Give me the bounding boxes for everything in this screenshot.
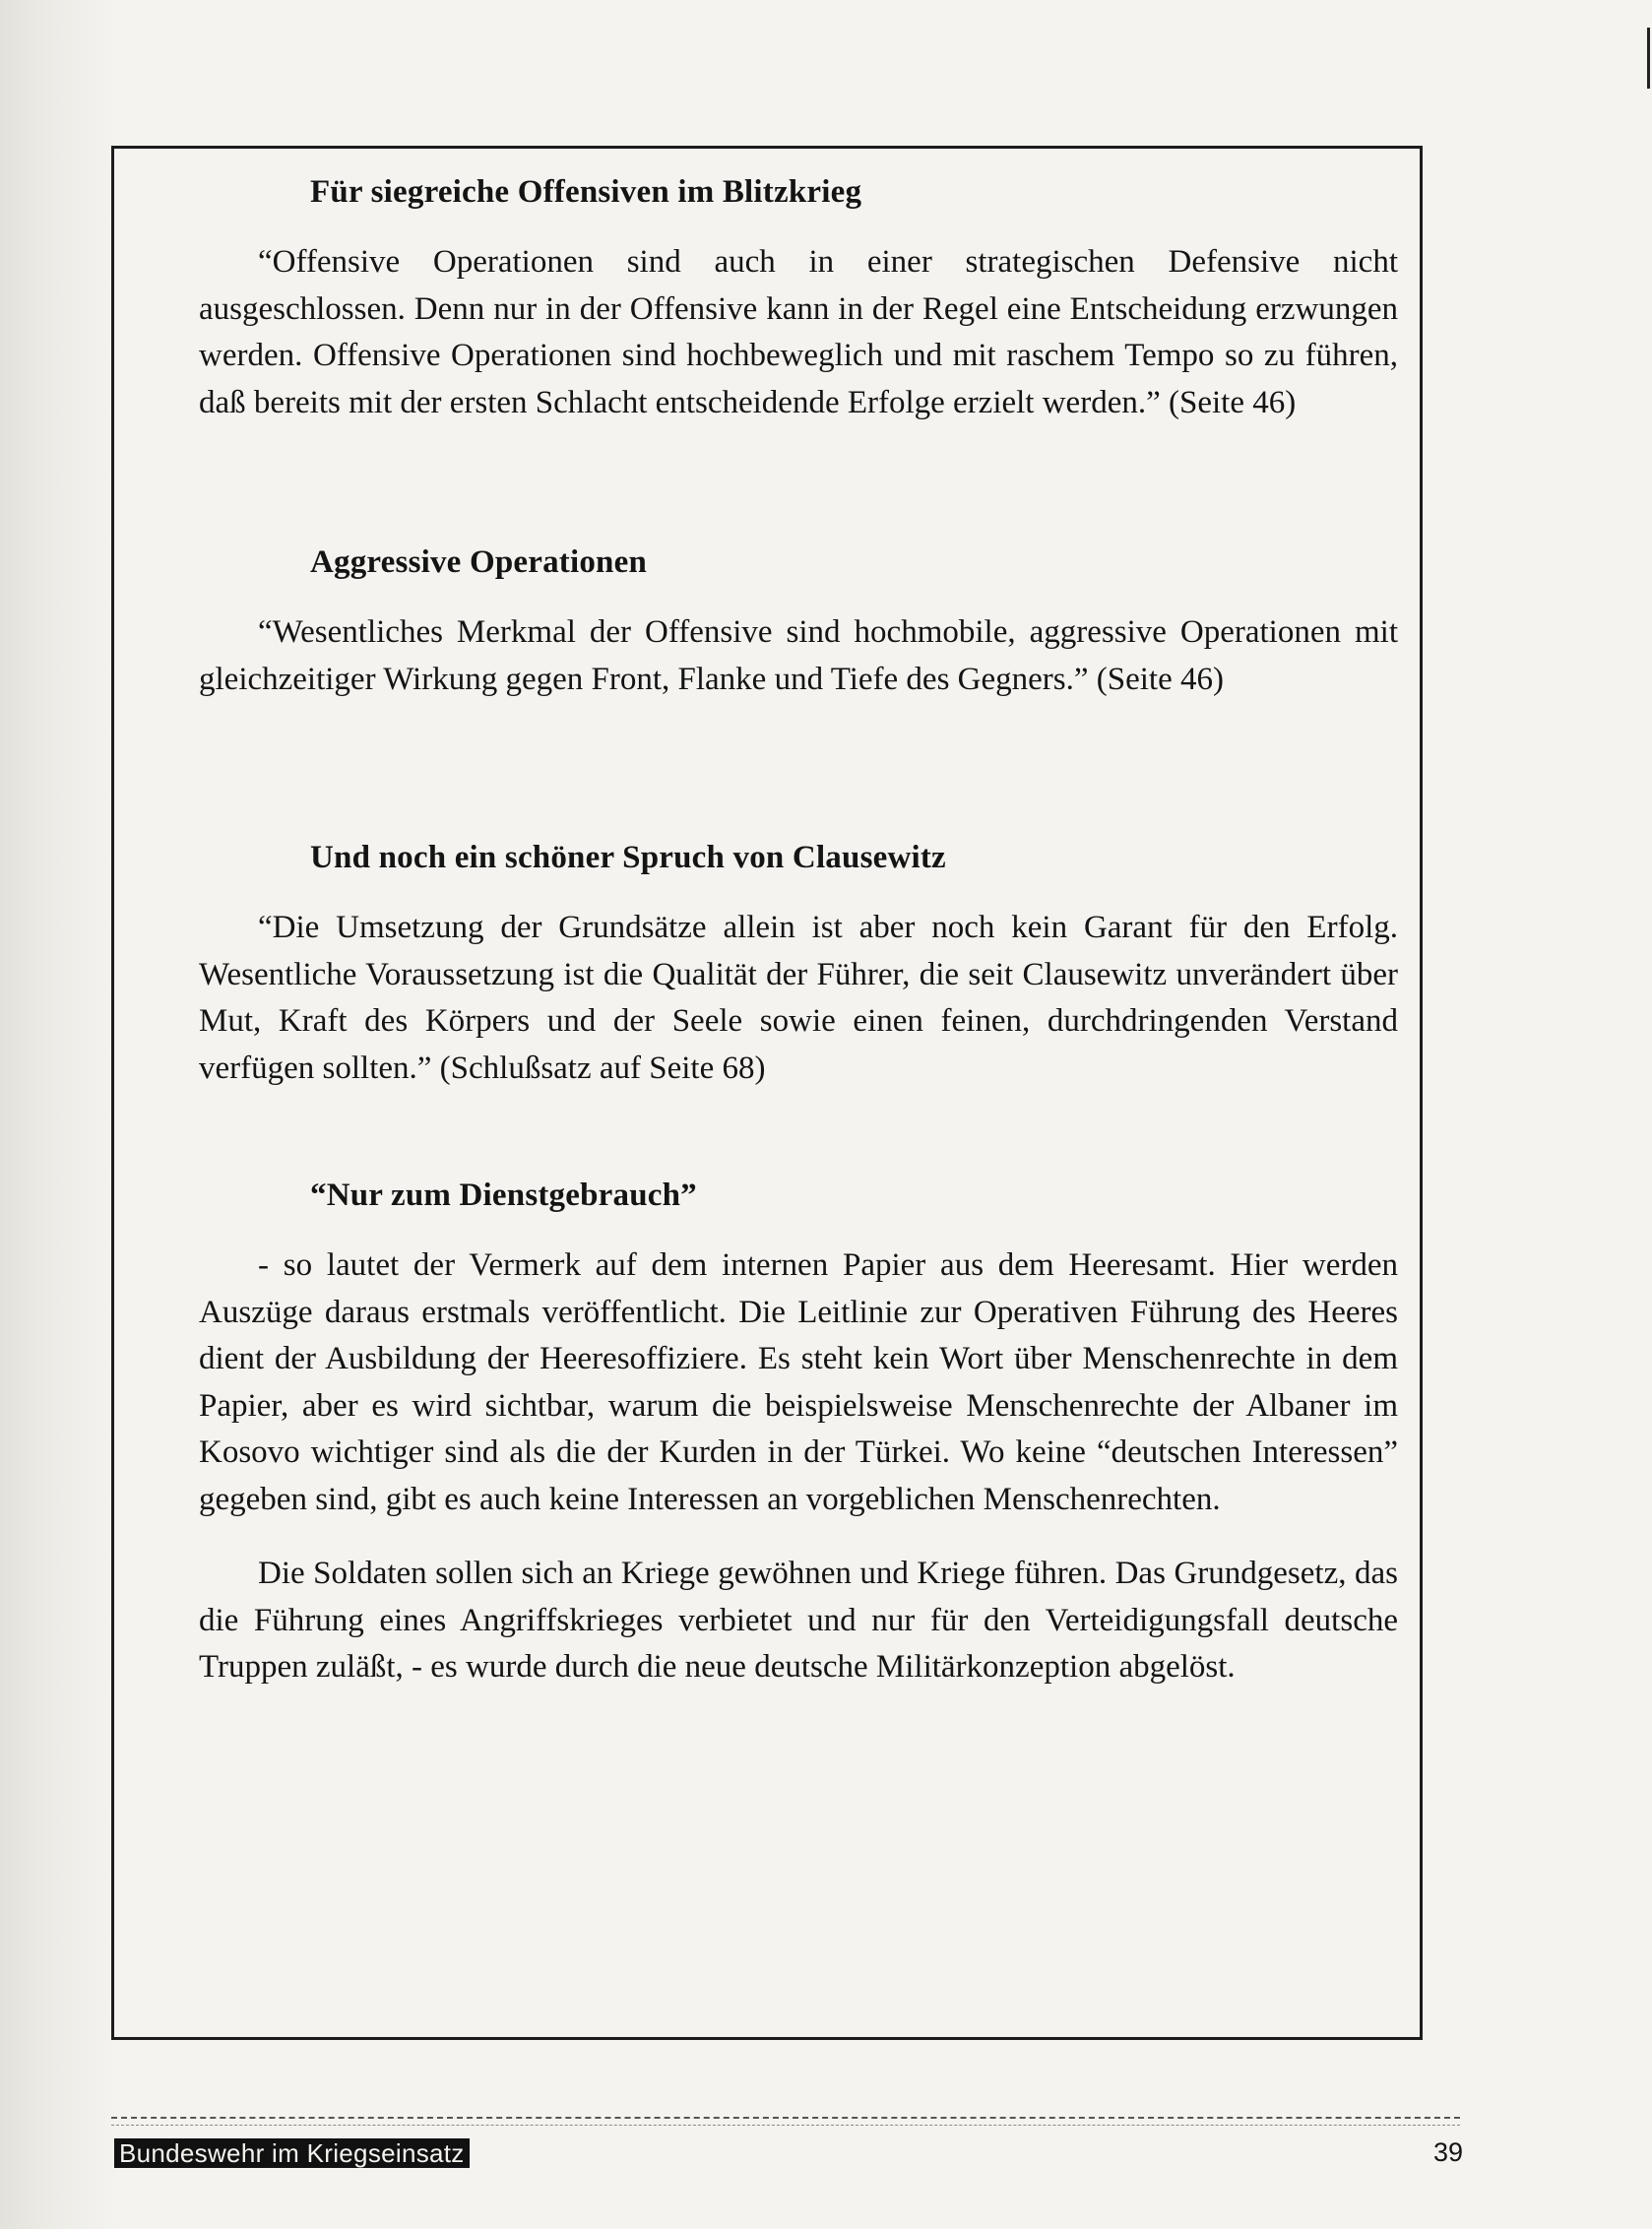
footer-rule (111, 2117, 1460, 2119)
body-paragraph: Die Soldaten sollen sich an Kriege gewöhnen und Kriege führen. Das Grundgesetz, das die Führung eines Angriffskrieges verbietet und nur für den Verteidigungsfall deutsche Truppen zuläßt, - es wurde durch die neue deutsche Militärkonzeption abgelöst. (199, 1556, 1398, 1685)
scan-edge-mark (1647, 28, 1650, 89)
section-aggressive-operationen (199, 542, 1398, 703)
footer-series-label: Bundeswehr im Kriegseinsatz (114, 2138, 470, 2168)
section-heading: “Nur zum Dienstgebrauch” (310, 1178, 697, 1213)
body-paragraph: - so lautet der Vermerk auf dem internen Papier aus dem Heeresamt. Hier werden Auszüge daraus erstmals veröffentlicht. Die Leitlinie zur Operativen Führung des Heeres dient der Ausbildung der Heeresoffiziere. Es steht kein Wort über Menschenrechte in dem Papier, aber es wird sichtbar, warum die beispielsweise Menschenrechte der Albaner im Kosovo wichtiger sind als die der Kurden in der Türkei. Wo keine “deutschen Interessen” gegeben sind, gibt es auch keine Interessen an vorgeblichen Menschenrechten. (199, 1247, 1398, 1517)
content-frame (111, 146, 1423, 2040)
scan-gutter-shade (0, 0, 118, 2229)
quote-paragraph: “Wesentliches Merkmal der Offensive sind hochmobile, aggressive Operationen mit gleichzeitiger Wirkung gegen Front, Flanke und Tiefe des Gegners.” (Seite 46) (199, 614, 1398, 697)
section-blitzkrieg (199, 172, 1398, 426)
quote-paragraph: “Offensive Operationen sind auch in einer strategischen Defensive nicht ausgeschlossen. Denn nur in der Offensive kann in der Regel eine Entscheidung erzwungen werden. Offensive Operationen sind hochbeweglich und mit raschem Tempo so zu führen, daß bereits mit der ersten Schlacht entscheidende Erfolge erzielt werden.” (Seite 46) (199, 244, 1398, 420)
section-heading: Und noch ein schöner Spruch von Clausewitz (310, 840, 946, 875)
quote-paragraph: “Die Umsetzung der Grundsätze allein ist aber noch kein Garant für den Erfolg. Wesentliche Voraussetzung ist die Qualität der Führer, die seit Clausewitz unverändert über Mut, Kraft des Körpers und der Seele sowie einen feinen, durchdringenden Verstand verfügen sollten.” (Schlußsatz auf Seite 68) (199, 910, 1398, 1086)
footer-rule-secondary (111, 2125, 1460, 2126)
section-dienstgebrauch (199, 1176, 1398, 1691)
section-heading: Aggressive Operationen (310, 544, 648, 580)
section-heading: Für siegreiche Offensiven im Blitzkrieg (310, 174, 862, 210)
section-clausewitz (199, 838, 1398, 1092)
page-number: 39 (1432, 2137, 1463, 2167)
